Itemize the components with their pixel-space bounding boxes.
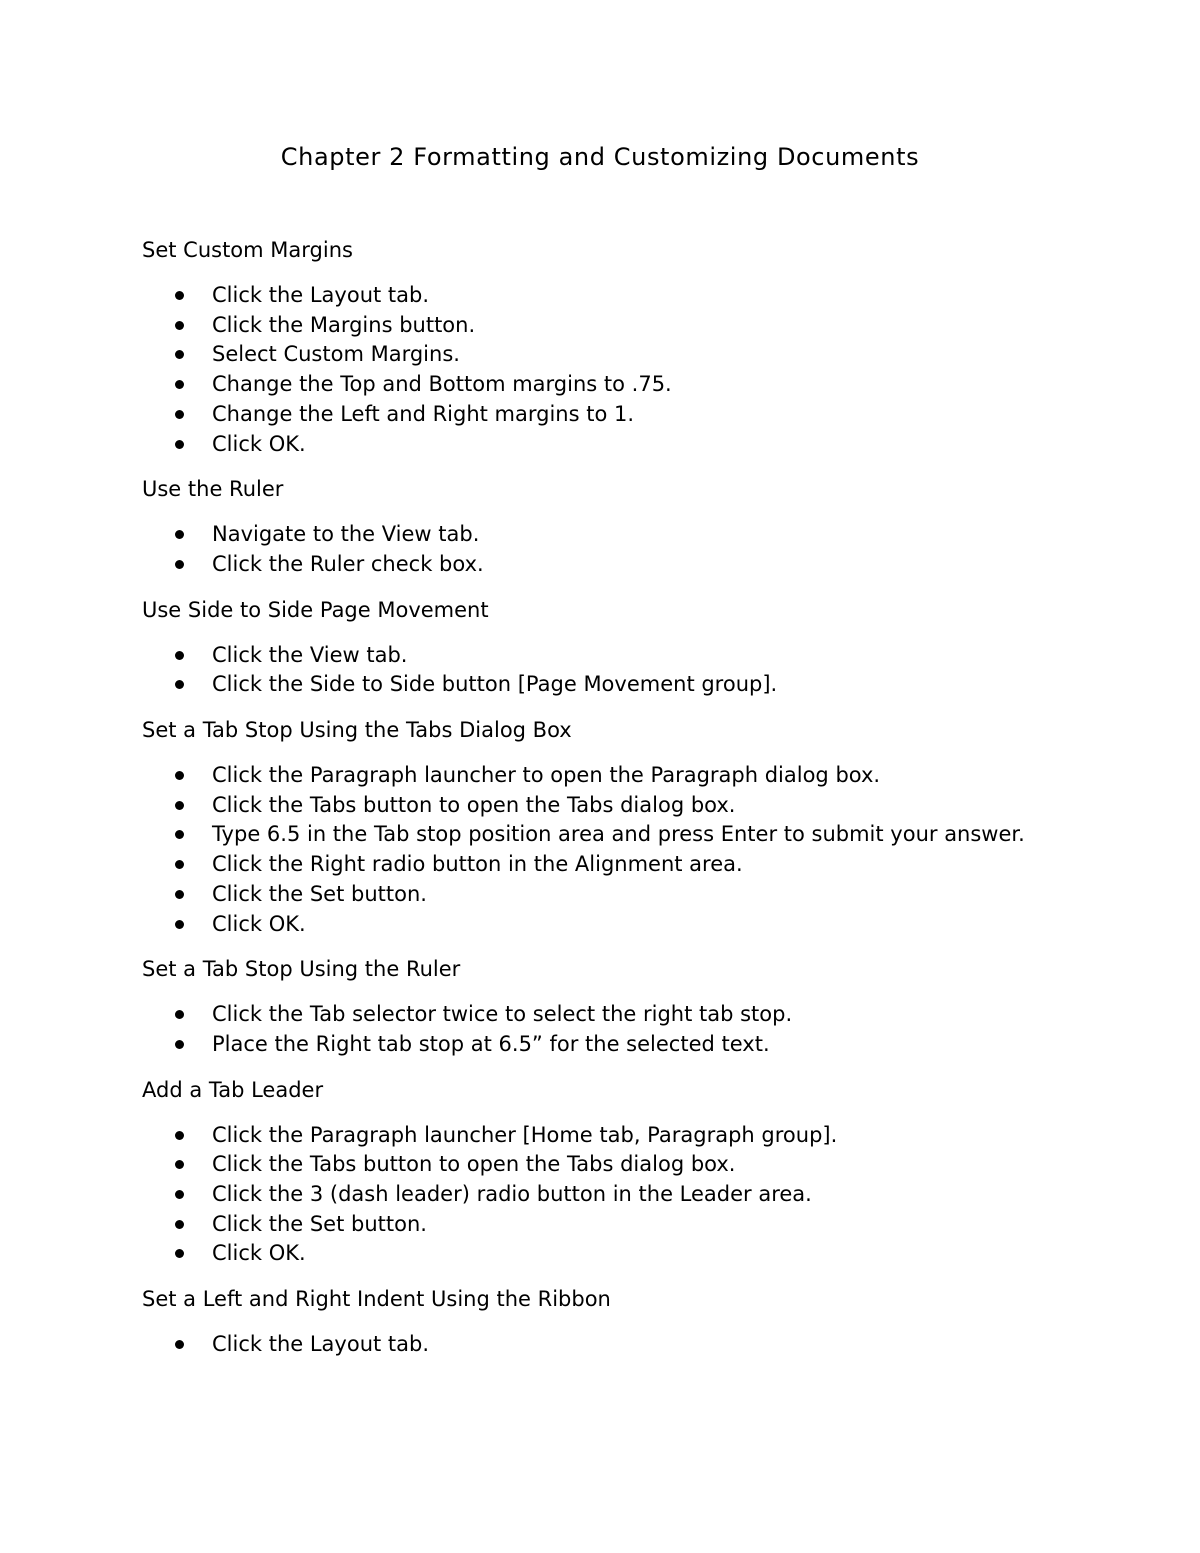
bullet-icon <box>175 1040 184 1049</box>
step-item <box>142 850 1060 880</box>
section-heading: Set Custom Margins <box>142 238 353 262</box>
bullet-icon <box>175 1010 184 1019</box>
bullet-icon <box>175 920 184 929</box>
step-text: Click the Tabs button to open the Tabs dialog box. <box>212 792 736 817</box>
step-text: Click OK. <box>212 431 306 456</box>
step-text: Type 6.5 in the Tab stop position area and press Enter to submit your answer. <box>212 822 1025 847</box>
bullet-icon <box>175 860 184 869</box>
step-list <box>142 520 1060 579</box>
step-item <box>142 1030 1060 1060</box>
step-text: Click the Right radio button in the Alignment area. <box>212 852 743 877</box>
step-text: Click the Margins button. <box>212 312 476 337</box>
step-list <box>142 761 1060 939</box>
section <box>142 1283 1060 1360</box>
bullet-icon <box>175 1131 184 1140</box>
step-item <box>142 311 1060 341</box>
step-item <box>142 820 1060 850</box>
section-heading: Use the Ruler <box>142 477 284 502</box>
step-list <box>142 641 1060 700</box>
bullet-icon <box>175 651 184 660</box>
bullet-icon <box>175 350 184 359</box>
step-item <box>142 1180 1060 1210</box>
section <box>142 473 1060 579</box>
step-item <box>142 791 1060 821</box>
step-item <box>142 910 1060 940</box>
bullet-icon <box>175 560 184 569</box>
step-item <box>142 1330 1060 1360</box>
section-heading: Set a Tab Stop Using the Ruler <box>142 957 461 982</box>
step-text: Select Custom Margins. <box>212 342 460 367</box>
bullet-icon <box>175 530 184 539</box>
bullet-icon <box>175 1190 184 1199</box>
step-item <box>142 370 1060 400</box>
step-item <box>142 430 1060 460</box>
step-text: Click the 3 (dash leader) radio button in the Leader area. <box>212 1182 812 1207</box>
step-list <box>142 281 1060 459</box>
step-item <box>142 1150 1060 1180</box>
step-text: Click the Tab selector twice to select the right tab stop. <box>212 1002 793 1027</box>
section <box>142 234 1060 459</box>
bullet-icon <box>175 1340 184 1349</box>
section <box>142 953 1060 1059</box>
document-title: Chapter 2 Formatting and Customizing Documents <box>280 143 920 171</box>
section-heading: Set a Tab Stop Using the Tabs Dialog Box <box>142 718 572 743</box>
step-text: Click the Set button. <box>212 1211 427 1236</box>
step-item <box>142 761 1060 791</box>
step-text: Click the Paragraph launcher to open the Paragraph dialog box. <box>212 763 881 788</box>
step-list <box>142 1121 1060 1270</box>
step-text: Click OK. <box>212 1241 306 1266</box>
step-item <box>142 520 1060 550</box>
bullet-icon <box>175 1220 184 1229</box>
bullet-icon <box>175 291 184 300</box>
section-heading: Add a Tab Leader <box>142 1077 324 1102</box>
bullet-icon <box>175 1249 184 1258</box>
step-item <box>142 670 1060 700</box>
step-item <box>142 281 1060 311</box>
section <box>142 714 1060 939</box>
step-text: Change the Top and Bottom margins to .75. <box>212 372 672 397</box>
step-text: Click the Layout tab. <box>212 283 430 307</box>
step-text: Click the Ruler check box. <box>212 551 484 576</box>
step-item <box>142 880 1060 910</box>
step-item <box>142 400 1060 430</box>
section-heading: Set a Left and Right Indent Using the Ribbon <box>142 1287 611 1312</box>
step-text: Click the Set button. <box>212 881 427 906</box>
step-list <box>142 1000 1060 1059</box>
step-text: Click the Tabs button to open the Tabs dialog box. <box>212 1152 736 1177</box>
step-item <box>142 340 1060 370</box>
bullet-icon <box>175 801 184 810</box>
step-item <box>142 550 1060 580</box>
step-text: Navigate to the View tab. <box>212 522 480 547</box>
document-body <box>142 234 1060 1374</box>
section <box>142 1074 1060 1270</box>
section-heading: Use Side to Side Page Movement <box>142 597 489 622</box>
step-text: Change the Left and Right margins to 1. <box>212 401 635 426</box>
step-item <box>142 1239 1060 1269</box>
step-list <box>142 1330 1060 1360</box>
step-item <box>142 1121 1060 1151</box>
step-text: Click the Layout tab. <box>212 1332 430 1357</box>
bullet-icon <box>175 410 184 419</box>
bullet-icon <box>175 440 184 449</box>
bullet-icon <box>175 830 184 839</box>
step-text: Click the Paragraph launcher [Home tab, Paragraph group]. <box>212 1122 838 1147</box>
step-item <box>142 641 1060 671</box>
step-text: Click OK. <box>212 911 306 936</box>
step-item <box>142 1000 1060 1030</box>
bullet-icon <box>175 771 184 780</box>
step-text: Click the View tab. <box>212 642 408 667</box>
step-text: Click the Side to Side button [Page Movement group]. <box>212 672 778 697</box>
bullet-icon <box>175 890 184 899</box>
step-text: Place the Right tab stop at 6.5” for the selected text. <box>212 1031 770 1056</box>
bullet-icon <box>175 1160 184 1169</box>
section <box>142 594 1060 700</box>
bullet-icon <box>175 321 184 330</box>
bullet-icon <box>175 680 184 689</box>
step-item <box>142 1210 1060 1240</box>
bullet-icon <box>175 380 184 389</box>
